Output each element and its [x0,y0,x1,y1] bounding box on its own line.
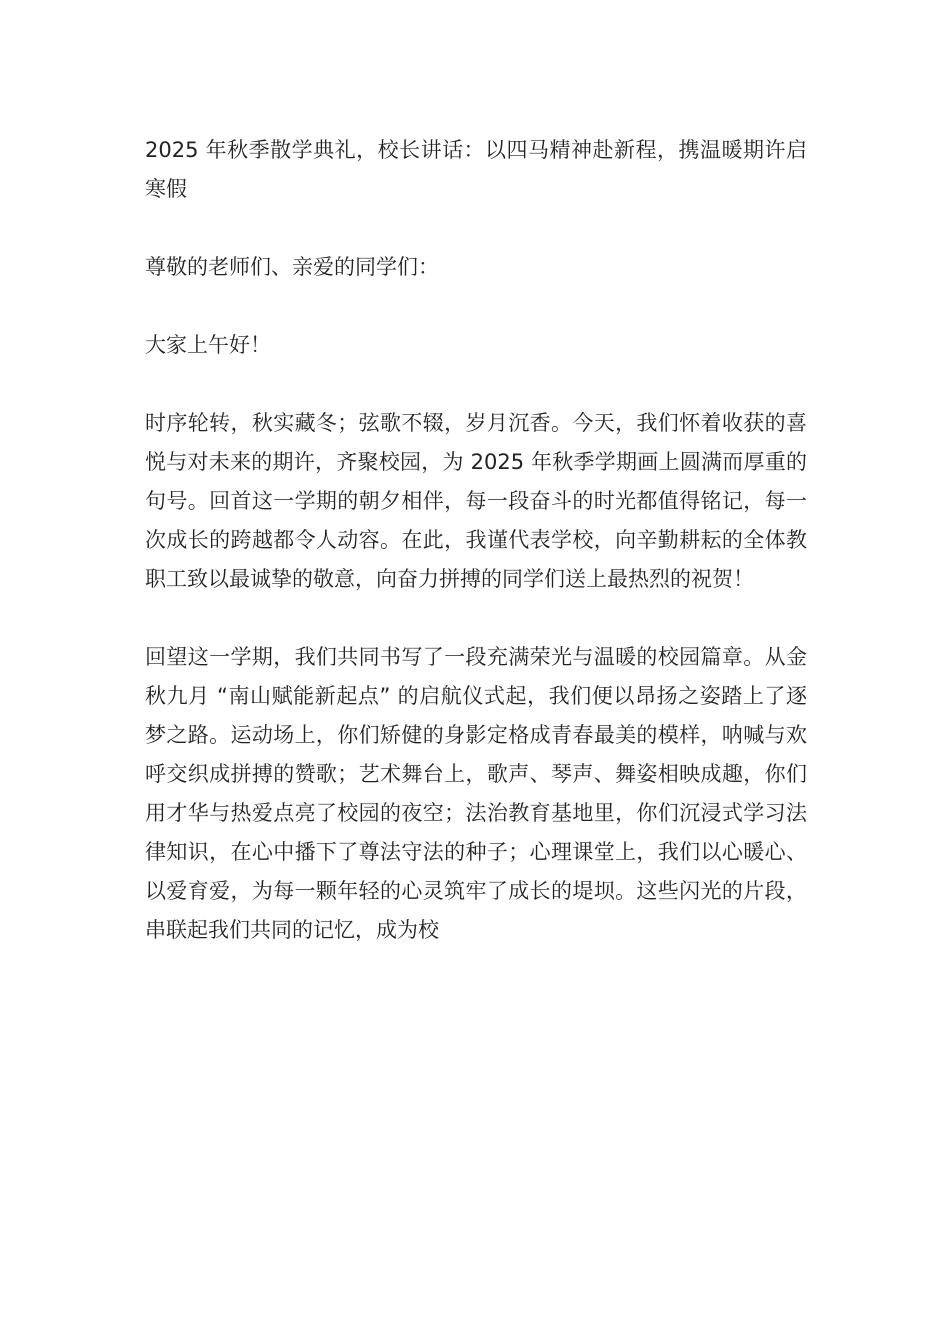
paragraph-review: 回望这一学期，我们共同书写了一段充满荣光与温暖的校园篇章。从金秋九月 “南山赋能新起点” 的启航仪式起，我们便以昂扬之姿踏上了逐梦之路。运动场上，你们矫健的身影定格成青春最美的模样，呐喊与欢呼交织成拼搏的赞歌；艺术舞台上，歌声、琴声、舞姿相映成趣，你们用才华与热爱点亮了校园的夜空；法治教育基地里，你们沉浸式学习法律知识，在心中播下了尊法守法的种子；心理课堂上，我们以心暖心、以爱育爱，为每一颗年轻的心灵筑牢了成长的堤坝。这些闪光的片段，串联起我们共同的记忆，成为校 [145,645,807,942]
greeting: 大家上午好！ [145,333,271,357]
document-title: 2025 年秋季散学典礼，校长讲话：以四马精神赴新程，携温暖期许启寒假 [145,138,807,201]
salutation: 尊敬的老师们、亲爱的同学们： [145,255,439,279]
document-body [145,131,807,950]
paragraph-opening: 时序轮转，秋实藏冬；弦歌不辍，岁月沉香。今天，我们怀着收获的喜悦与对未来的期许，齐聚校园，为 2025 年秋季学期画上圆满而厚重的句号。回首这一学期的朝夕相伴，每一段奋斗的时光都值得铭记，每一次成长的跨越都令人动容。在此，我谨代表学校，向辛勤耕耘的全体教职工致以最诚挚的敬意，向奋力拼搏的同学们送上最热烈的祝贺！ [145,411,807,591]
